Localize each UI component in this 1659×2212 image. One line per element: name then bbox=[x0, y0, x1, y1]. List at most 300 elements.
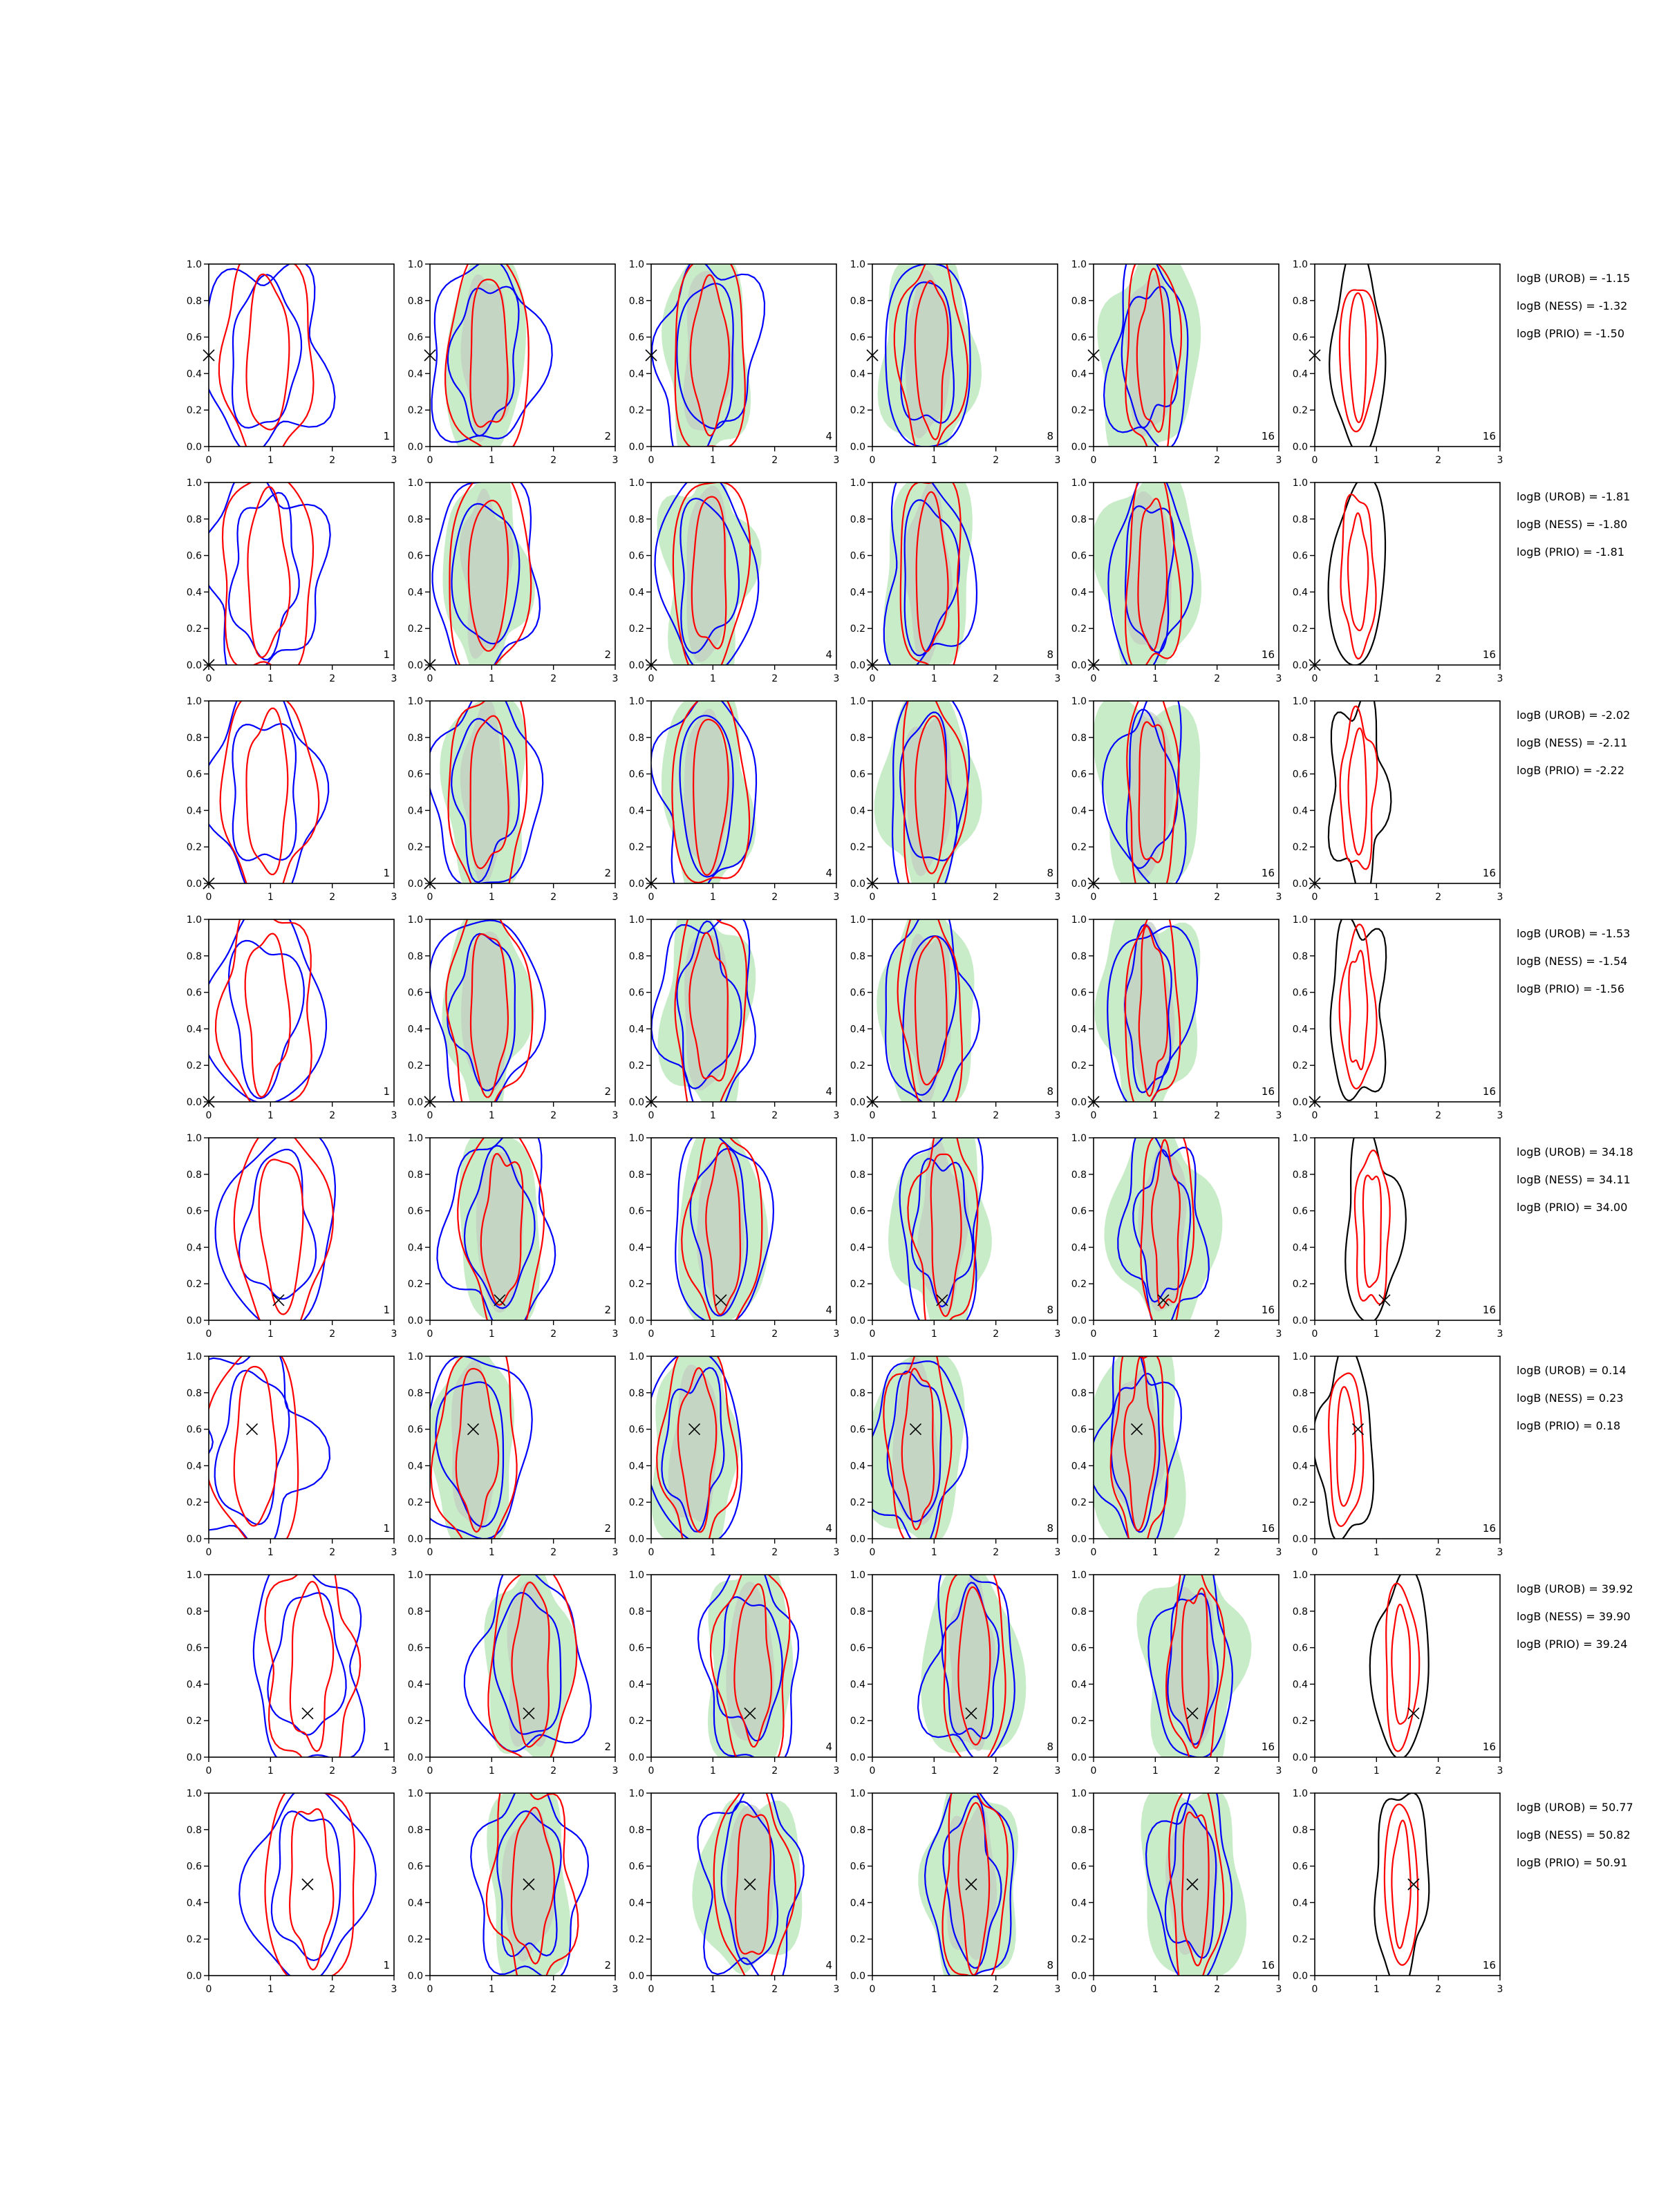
panel-r3-c5 bbox=[1071, 681, 1282, 903]
x-tick-label: 2 bbox=[993, 1329, 1000, 1340]
y-tick-label: 0.6 bbox=[850, 550, 865, 562]
panel-r7-c4 bbox=[850, 1560, 1061, 1777]
x-tick-label: 3 bbox=[1497, 892, 1503, 903]
x-tick-label: 0 bbox=[427, 1765, 433, 1777]
y-tick-label: 1.0 bbox=[850, 1351, 865, 1362]
panel-label: 2 bbox=[604, 1741, 611, 1753]
x-tick-label: 3 bbox=[1497, 1329, 1503, 1340]
y-tick-label: 1.0 bbox=[1292, 1788, 1308, 1799]
x-tick-label: 2 bbox=[993, 1547, 1000, 1558]
panel-label: 1 bbox=[383, 1304, 390, 1316]
x-tick-label: 1 bbox=[1152, 455, 1159, 466]
x-tick-label: 2 bbox=[1435, 1329, 1442, 1340]
y-tick-label: 0.4 bbox=[186, 805, 202, 817]
y-tick-label: 0.8 bbox=[850, 295, 865, 307]
x-tick-label: 3 bbox=[1497, 1984, 1503, 1995]
x-tick-label: 2 bbox=[993, 673, 1000, 684]
y-tick-label: 0.0 bbox=[628, 1534, 644, 1545]
panel-label: 16 bbox=[1261, 1522, 1275, 1535]
y-tick-label: 0.0 bbox=[186, 1315, 202, 1327]
y-tick-label: 0.4 bbox=[628, 805, 644, 817]
y-tick-label: 1.0 bbox=[850, 1788, 865, 1799]
x-tick-label: 3 bbox=[1054, 455, 1061, 466]
y-tick-label: 0.0 bbox=[186, 442, 202, 453]
y-tick-label: 0.0 bbox=[407, 1097, 423, 1108]
y-tick-label: 0.8 bbox=[1292, 1387, 1308, 1399]
y-tick-label: 0.8 bbox=[850, 514, 865, 525]
x-tick-label: 2 bbox=[1214, 1547, 1221, 1558]
y-tick-label: 0.2 bbox=[628, 1716, 644, 1727]
panel-r8-c6 bbox=[1293, 1788, 1503, 1995]
x-tick-label: 2 bbox=[550, 1765, 557, 1777]
y-tick-label: 1.0 bbox=[628, 1133, 644, 1144]
panel-r6-c1 bbox=[187, 1343, 397, 1558]
x-tick-label: 2 bbox=[329, 892, 336, 903]
x-tick-label: 1 bbox=[488, 1765, 495, 1777]
y-tick-label: 1.0 bbox=[1292, 259, 1308, 270]
x-tick-label: 3 bbox=[1275, 455, 1282, 466]
y-tick-label: 0.2 bbox=[407, 1716, 423, 1727]
y-tick-label: 0.4 bbox=[1071, 1679, 1087, 1691]
x-tick-label: 2 bbox=[771, 1547, 778, 1558]
y-tick-label: 0.4 bbox=[1292, 587, 1308, 599]
y-tick-label: 0.6 bbox=[186, 1206, 202, 1217]
y-tick-label: 0.8 bbox=[1071, 1606, 1087, 1618]
y-tick-label: 0.8 bbox=[407, 1606, 423, 1618]
panel-r2-c5 bbox=[1071, 462, 1282, 689]
y-tick-label: 0.6 bbox=[186, 1424, 202, 1436]
contour-red-inner bbox=[245, 934, 290, 1097]
panel-label: 4 bbox=[825, 1085, 832, 1098]
x-tick-label: 3 bbox=[1054, 1765, 1061, 1777]
panel-label: 16 bbox=[1261, 430, 1275, 442]
y-tick-label: 0.8 bbox=[1292, 950, 1308, 962]
x-tick-label: 1 bbox=[1373, 1110, 1380, 1121]
x-tick-label: 0 bbox=[1090, 1984, 1097, 1995]
x-tick-label: 3 bbox=[833, 892, 840, 903]
y-tick-label: 0.4 bbox=[628, 1024, 644, 1035]
y-tick-label: 0.6 bbox=[1071, 769, 1087, 780]
y-tick-label: 1.0 bbox=[850, 1133, 865, 1144]
y-tick-label: 0.8 bbox=[407, 732, 423, 744]
contour-blue-outer bbox=[203, 261, 335, 453]
y-tick-label: 0.2 bbox=[1292, 1716, 1308, 1727]
y-tick-label: 0.6 bbox=[186, 550, 202, 562]
contour-black bbox=[1329, 476, 1385, 665]
y-tick-label: 0.0 bbox=[1292, 1971, 1308, 1982]
panel-label: 1 bbox=[383, 1085, 390, 1098]
x-tick-label: 0 bbox=[648, 673, 655, 684]
y-tick-label: 0.6 bbox=[1071, 1206, 1087, 1217]
panel-r1-c3 bbox=[629, 248, 840, 472]
y-tick-label: 0.8 bbox=[1292, 1606, 1308, 1618]
y-tick-label: 0.2 bbox=[1071, 405, 1087, 417]
contour-red-outer bbox=[216, 902, 312, 1110]
y-tick-label: 0.2 bbox=[628, 624, 644, 635]
x-tick-label: 0 bbox=[205, 673, 212, 684]
logb-stat: logB (NESS) = -1.54 bbox=[1517, 955, 1628, 968]
y-tick-label: 1.0 bbox=[628, 915, 644, 926]
y-tick-label: 0.8 bbox=[850, 1606, 865, 1618]
y-tick-label: 1.0 bbox=[1292, 1351, 1308, 1362]
x-tick-label: 0 bbox=[205, 1547, 212, 1558]
panel-label: 2 bbox=[604, 1522, 611, 1535]
y-tick-label: 0.2 bbox=[850, 1060, 865, 1072]
row-stats-6 bbox=[1517, 1364, 1627, 1432]
x-tick-label: 0 bbox=[427, 892, 433, 903]
panel-label: 2 bbox=[604, 867, 611, 879]
row-stats-3 bbox=[1517, 709, 1630, 777]
x-tick-label: 2 bbox=[329, 1329, 336, 1340]
y-tick-label: 0.8 bbox=[1071, 514, 1087, 525]
panel-r4-c3 bbox=[629, 898, 840, 1131]
panel-r4-c2 bbox=[408, 901, 619, 1136]
x-tick-label: 2 bbox=[550, 1984, 557, 1995]
y-tick-label: 0.0 bbox=[407, 442, 423, 453]
x-tick-label: 3 bbox=[1497, 455, 1503, 466]
y-tick-label: 0.6 bbox=[186, 987, 202, 999]
y-tick-label: 0.6 bbox=[850, 1861, 865, 1873]
panel-label: 1 bbox=[383, 1959, 390, 1971]
y-tick-label: 1.0 bbox=[1071, 478, 1087, 489]
x-tick-label: 3 bbox=[1275, 673, 1282, 684]
x-tick-label: 0 bbox=[427, 673, 433, 684]
x-tick-label: 1 bbox=[930, 1984, 937, 1995]
y-tick-label: 0.4 bbox=[407, 587, 423, 599]
y-tick-label: 0.0 bbox=[628, 660, 644, 671]
x-tick-label: 0 bbox=[1311, 1547, 1318, 1558]
y-tick-label: 0.4 bbox=[407, 805, 423, 817]
y-tick-label: 0.6 bbox=[1292, 550, 1308, 562]
y-tick-label: 1.0 bbox=[1071, 1133, 1087, 1144]
panel-label: 8 bbox=[1047, 430, 1053, 442]
y-tick-label: 1.0 bbox=[407, 259, 423, 270]
x-tick-label: 2 bbox=[1214, 892, 1221, 903]
x-tick-label: 2 bbox=[1435, 455, 1442, 466]
contour-red-inner bbox=[247, 709, 288, 874]
y-tick-label: 0.8 bbox=[1292, 1169, 1308, 1181]
y-tick-label: 0.6 bbox=[1292, 1861, 1308, 1873]
y-tick-label: 0.2 bbox=[850, 405, 865, 417]
panel-label: 2 bbox=[604, 1959, 611, 1971]
x-tick-label: 1 bbox=[488, 1110, 495, 1121]
y-tick-label: 1.0 bbox=[850, 478, 865, 489]
y-tick-label: 0.4 bbox=[1292, 805, 1308, 817]
panel-r7-c5 bbox=[1071, 1550, 1282, 1779]
x-tick-label: 3 bbox=[612, 1765, 619, 1777]
y-tick-label: 0.6 bbox=[1071, 332, 1087, 344]
y-tick-label: 0.4 bbox=[186, 1242, 202, 1254]
x-tick-label: 1 bbox=[1152, 1984, 1159, 1995]
y-tick-label: 0.0 bbox=[628, 879, 644, 890]
y-tick-label: 0.0 bbox=[186, 1752, 202, 1763]
x-tick-label: 1 bbox=[709, 1547, 716, 1558]
y-tick-label: 0.0 bbox=[186, 1534, 202, 1545]
y-tick-label: 0.4 bbox=[1071, 1242, 1087, 1254]
logb-stat: logB (UROB) = -1.53 bbox=[1517, 927, 1631, 940]
y-tick-label: 0.2 bbox=[628, 1060, 644, 1072]
x-tick-label: 1 bbox=[930, 1765, 937, 1777]
logb-stat: logB (NESS) = 34.11 bbox=[1517, 1173, 1631, 1186]
y-tick-label: 0.0 bbox=[1071, 879, 1087, 890]
y-tick-label: 0.6 bbox=[1071, 1642, 1087, 1654]
y-tick-label: 1.0 bbox=[628, 696, 644, 707]
x-tick-label: 1 bbox=[709, 892, 716, 903]
y-tick-label: 0.2 bbox=[1071, 1934, 1087, 1946]
panel-r4-c4 bbox=[850, 897, 1061, 1121]
x-tick-label: 3 bbox=[1054, 892, 1061, 903]
y-tick-label: 0.6 bbox=[186, 332, 202, 344]
x-tick-label: 1 bbox=[267, 1984, 274, 1995]
y-tick-label: 0.0 bbox=[850, 1315, 865, 1327]
x-tick-label: 0 bbox=[1090, 1765, 1097, 1777]
y-tick-label: 0.8 bbox=[628, 732, 644, 744]
panel-label: 16 bbox=[1482, 648, 1496, 661]
x-tick-label: 3 bbox=[391, 1765, 397, 1777]
y-tick-label: 0.8 bbox=[1071, 1387, 1087, 1399]
x-tick-label: 0 bbox=[205, 1984, 212, 1995]
y-tick-label: 0.8 bbox=[628, 1387, 644, 1399]
y-tick-label: 0.6 bbox=[850, 1424, 865, 1436]
y-tick-label: 0.6 bbox=[407, 1861, 423, 1873]
y-tick-label: 0.0 bbox=[1292, 1534, 1308, 1545]
panel-r8-c3 bbox=[629, 1779, 840, 1995]
panel-label: 8 bbox=[1047, 1959, 1053, 1971]
contour-blue-outer bbox=[200, 677, 329, 908]
y-tick-label: 0.4 bbox=[628, 1679, 644, 1691]
x-tick-label: 0 bbox=[205, 892, 212, 903]
y-tick-label: 0.0 bbox=[186, 879, 202, 890]
y-tick-label: 0.2 bbox=[407, 1497, 423, 1509]
y-tick-label: 0.0 bbox=[186, 1971, 202, 1982]
x-tick-label: 2 bbox=[771, 1984, 778, 1995]
x-tick-label: 1 bbox=[709, 1329, 716, 1340]
x-tick-label: 0 bbox=[869, 1984, 876, 1995]
y-tick-label: 0.6 bbox=[407, 987, 423, 999]
y-tick-label: 0.2 bbox=[186, 842, 202, 854]
panel-label: 8 bbox=[1047, 1741, 1053, 1753]
y-tick-label: 0.4 bbox=[1071, 1897, 1087, 1909]
x-tick-label: 1 bbox=[267, 892, 274, 903]
y-tick-label: 0.8 bbox=[407, 1169, 423, 1181]
y-tick-label: 0.6 bbox=[407, 550, 423, 562]
x-tick-label: 0 bbox=[427, 1984, 433, 1995]
contour-red-inner bbox=[247, 487, 290, 657]
contour-red-outer bbox=[234, 1126, 336, 1344]
x-tick-label: 3 bbox=[612, 892, 619, 903]
y-tick-label: 0.6 bbox=[628, 332, 644, 344]
y-tick-label: 0.4 bbox=[186, 1897, 202, 1909]
logb-stat: logB (PRIO) = -1.81 bbox=[1517, 545, 1624, 559]
x-tick-label: 2 bbox=[1214, 1984, 1221, 1995]
y-tick-label: 1.0 bbox=[1071, 1788, 1087, 1799]
x-tick-label: 3 bbox=[1054, 1110, 1061, 1121]
panel-label: 4 bbox=[825, 430, 832, 442]
y-tick-label: 0.6 bbox=[628, 550, 644, 562]
panel-r1-c4 bbox=[850, 250, 1061, 466]
panel-r5-c6 bbox=[1293, 1121, 1503, 1340]
x-tick-label: 2 bbox=[771, 892, 778, 903]
x-tick-label: 0 bbox=[869, 673, 876, 684]
panel-r2-c3 bbox=[629, 462, 840, 685]
contour-red-inner bbox=[234, 1367, 276, 1526]
panel-label: 4 bbox=[825, 1304, 832, 1316]
logb-stat: logB (UROB) = -2.02 bbox=[1517, 709, 1631, 722]
panel-frame bbox=[1315, 264, 1500, 447]
x-tick-label: 3 bbox=[612, 1110, 619, 1121]
y-tick-label: 0.8 bbox=[186, 1169, 202, 1181]
panel-label: 8 bbox=[1047, 1522, 1053, 1535]
x-tick-label: 3 bbox=[1054, 1984, 1061, 1995]
x-tick-label: 0 bbox=[205, 1329, 212, 1340]
y-tick-label: 0.2 bbox=[850, 1934, 865, 1946]
x-tick-label: 2 bbox=[993, 892, 1000, 903]
y-tick-label: 0.2 bbox=[850, 842, 865, 854]
panel-r4-c1 bbox=[187, 902, 397, 1121]
contour-red-inner bbox=[1337, 1387, 1356, 1506]
x-tick-label: 1 bbox=[488, 892, 495, 903]
panel-frame bbox=[1315, 701, 1500, 883]
x-tick-label: 3 bbox=[1497, 673, 1503, 684]
panel-r2-c6 bbox=[1293, 476, 1503, 684]
x-tick-label: 0 bbox=[648, 1984, 655, 1995]
y-tick-label: 1.0 bbox=[1071, 1351, 1087, 1362]
y-tick-label: 0.8 bbox=[1292, 295, 1308, 307]
panel-label: 2 bbox=[604, 1304, 611, 1316]
contour-red-outer bbox=[1340, 290, 1378, 432]
x-tick-label: 3 bbox=[391, 673, 397, 684]
x-tick-label: 2 bbox=[1435, 1547, 1442, 1558]
y-tick-label: 0.0 bbox=[407, 879, 423, 890]
panel-label: 2 bbox=[604, 1085, 611, 1098]
x-tick-label: 3 bbox=[1275, 1765, 1282, 1777]
y-tick-label: 1.0 bbox=[1071, 696, 1087, 707]
x-tick-label: 0 bbox=[1090, 1110, 1097, 1121]
y-tick-label: 0.4 bbox=[186, 1024, 202, 1035]
panel-label: 16 bbox=[1482, 1085, 1496, 1098]
true-value-marker bbox=[302, 1879, 313, 1890]
contour-red-outer bbox=[1341, 494, 1376, 659]
x-tick-label: 1 bbox=[1373, 1329, 1380, 1340]
x-tick-label: 1 bbox=[930, 673, 937, 684]
panel-r2-c4 bbox=[850, 467, 1061, 685]
y-tick-label: 0.4 bbox=[1292, 1897, 1308, 1909]
logb-stat: logB (PRIO) = -2.22 bbox=[1517, 764, 1624, 777]
y-tick-label: 0.8 bbox=[628, 1169, 644, 1181]
panel-frame bbox=[209, 1575, 394, 1757]
x-tick-label: 2 bbox=[993, 1110, 1000, 1121]
y-tick-label: 0.2 bbox=[186, 1279, 202, 1291]
y-tick-label: 0.4 bbox=[850, 587, 865, 599]
panel-r4-c6 bbox=[1293, 915, 1503, 1121]
x-tick-label: 3 bbox=[391, 1110, 397, 1121]
y-tick-label: 0.8 bbox=[1292, 732, 1308, 744]
x-tick-label: 1 bbox=[709, 455, 716, 466]
x-tick-label: 2 bbox=[1435, 892, 1442, 903]
panel-r3-c6 bbox=[1293, 691, 1503, 903]
x-tick-label: 3 bbox=[1275, 1984, 1282, 1995]
y-tick-label: 1.0 bbox=[407, 1133, 423, 1144]
y-tick-label: 0.2 bbox=[1292, 1060, 1308, 1072]
x-tick-label: 3 bbox=[391, 455, 397, 466]
x-tick-label: 1 bbox=[930, 1110, 937, 1121]
y-tick-label: 0.4 bbox=[628, 1461, 644, 1472]
panel-r8-c2 bbox=[408, 1774, 619, 2001]
y-tick-label: 0.2 bbox=[628, 405, 644, 417]
y-tick-label: 0.2 bbox=[850, 1716, 865, 1727]
panel-label: 16 bbox=[1261, 1741, 1275, 1753]
x-tick-label: 0 bbox=[869, 1329, 876, 1340]
y-tick-label: 0.0 bbox=[850, 1971, 865, 1982]
y-tick-label: 1.0 bbox=[850, 1570, 865, 1581]
panel-r5-c2 bbox=[408, 1123, 619, 1351]
y-tick-label: 0.8 bbox=[407, 1387, 423, 1399]
x-tick-label: 3 bbox=[833, 673, 840, 684]
y-tick-label: 0.4 bbox=[407, 1024, 423, 1035]
y-tick-label: 0.0 bbox=[850, 879, 865, 890]
row-stats-8 bbox=[1517, 1801, 1633, 1869]
y-tick-label: 0.4 bbox=[628, 368, 644, 380]
y-tick-label: 1.0 bbox=[628, 259, 644, 270]
y-tick-label: 0.0 bbox=[1071, 1097, 1087, 1108]
y-tick-label: 0.8 bbox=[407, 514, 423, 525]
y-tick-label: 0.6 bbox=[1292, 1424, 1308, 1436]
panel-label: 16 bbox=[1261, 867, 1275, 879]
y-tick-label: 0.0 bbox=[1071, 1971, 1087, 1982]
y-tick-label: 0.8 bbox=[628, 295, 644, 307]
x-tick-label: 2 bbox=[550, 1329, 557, 1340]
y-tick-label: 0.4 bbox=[850, 805, 865, 817]
logb-stat: logB (PRIO) = 39.24 bbox=[1517, 1638, 1628, 1651]
y-tick-label: 0.2 bbox=[407, 624, 423, 635]
x-tick-label: 1 bbox=[1152, 1547, 1159, 1558]
x-tick-label: 0 bbox=[648, 1110, 655, 1121]
y-tick-label: 0.6 bbox=[850, 769, 865, 780]
x-tick-label: 3 bbox=[612, 1329, 619, 1340]
x-tick-label: 3 bbox=[1497, 1765, 1503, 1777]
y-tick-label: 1.0 bbox=[1292, 478, 1308, 489]
x-tick-label: 1 bbox=[488, 673, 495, 684]
x-tick-label: 1 bbox=[267, 1765, 274, 1777]
panel-label: 4 bbox=[825, 648, 832, 661]
panel-label: 8 bbox=[1047, 648, 1053, 661]
y-tick-label: 0.4 bbox=[1292, 368, 1308, 380]
y-tick-label: 0.2 bbox=[1071, 1497, 1087, 1509]
y-tick-label: 0.0 bbox=[850, 660, 865, 671]
y-tick-label: 0.8 bbox=[1071, 1824, 1087, 1836]
x-tick-label: 3 bbox=[833, 1329, 840, 1340]
y-tick-label: 1.0 bbox=[186, 1788, 202, 1799]
y-tick-label: 0.4 bbox=[1071, 368, 1087, 380]
panel-label: 16 bbox=[1261, 1959, 1275, 1971]
x-tick-label: 2 bbox=[329, 1765, 336, 1777]
y-tick-label: 0.4 bbox=[850, 1242, 865, 1254]
logb-stat: logB (UROB) = 34.18 bbox=[1517, 1145, 1633, 1159]
y-tick-label: 0.6 bbox=[1292, 987, 1308, 999]
y-tick-label: 0.6 bbox=[850, 1206, 865, 1217]
panel-r8-c5 bbox=[1071, 1772, 1282, 2000]
contour-red-inner bbox=[290, 1582, 333, 1752]
panel-frame bbox=[209, 1138, 394, 1320]
logb-stat: logB (NESS) = 50.82 bbox=[1517, 1828, 1631, 1841]
y-tick-label: 0.6 bbox=[628, 1206, 644, 1217]
x-tick-label: 0 bbox=[648, 1329, 655, 1340]
y-tick-label: 0.4 bbox=[628, 1242, 644, 1254]
y-tick-label: 0.4 bbox=[1071, 1461, 1087, 1472]
row-stats-5 bbox=[1517, 1145, 1633, 1214]
x-tick-label: 1 bbox=[488, 455, 495, 466]
x-tick-label: 3 bbox=[833, 1547, 840, 1558]
